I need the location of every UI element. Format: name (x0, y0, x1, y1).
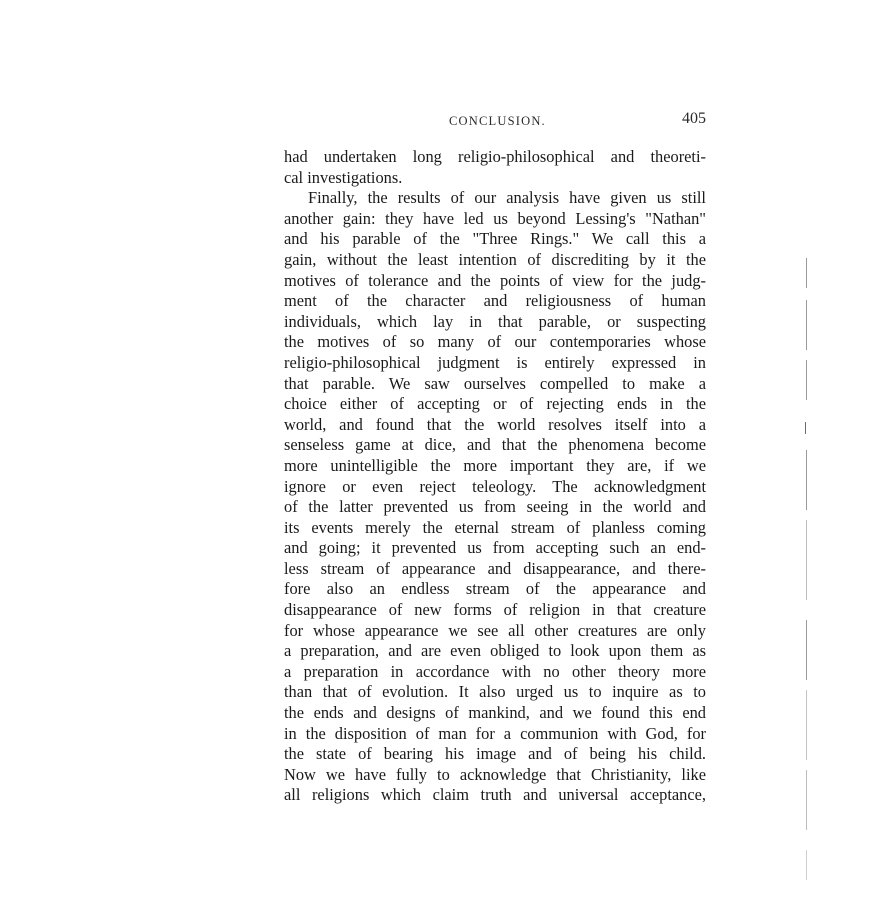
text-line: a preparation in accordance with no other theory more (284, 661, 706, 681)
text-line: a preparation, and are even obliged to look upon them as (284, 641, 706, 661)
text-line: than that of evolution. It also urged us to inquire as to (284, 682, 706, 702)
text-line: another gain: they have led us beyond Lessing's "Nathan" (284, 208, 706, 228)
page-number: 405 (682, 110, 706, 127)
text-line: in the disposition of man for a communion with God, for (284, 723, 706, 743)
text-line: disappearance of new forms of religion in that creature (284, 600, 706, 620)
scan-mark (806, 620, 807, 680)
text-line: ignore or even reject teleology. The acknowledgment (284, 476, 706, 496)
text-line: the state of bearing his image and of being his child. (284, 744, 706, 764)
text-line: cal investigations. (284, 167, 403, 187)
body-text (284, 147, 706, 806)
text-line: senseless game at dice, and that the phenomena become (284, 435, 706, 455)
text-line: choice either of accepting or of rejecting ends in the (284, 394, 706, 414)
running-head (284, 110, 706, 132)
text-line: less stream of appearance and disappearance, and there- (284, 558, 706, 578)
running-title: CONCLUSION. (449, 114, 546, 128)
scan-mark (806, 770, 807, 830)
text-line: world, and found that the world resolves itself into a (284, 414, 706, 434)
scan-mark (806, 258, 807, 288)
scan-mark (806, 300, 807, 350)
text-line: more unintelligible the more important they are, if we (284, 455, 706, 475)
scan-mark (805, 422, 806, 434)
text-line: the ends and designs of mankind, and we found this end (284, 703, 706, 723)
text-line: individuals, which lay in that parable, or suspecting (284, 311, 706, 331)
scan-mark (806, 360, 807, 400)
scan-mark (806, 690, 807, 760)
text-line: that parable. We saw ourselves compelled to make a (284, 373, 706, 393)
text-line: fore also an endless stream of the appearance and (284, 579, 706, 599)
text-line: Now we have fully to acknowledge that Christianity, like (284, 764, 706, 784)
text-line: had undertaken long religio-philosophical and theoreti- (284, 147, 706, 166)
text-line: religio-philosophical judgment is entirely expressed in (284, 352, 706, 372)
text-line: of the latter prevented us from seeing in the world and (284, 497, 706, 517)
text-line: and going; it prevented us from accepting such an end- (284, 538, 706, 558)
text-line: Finally, the results of our analysis have given us still (308, 188, 706, 208)
text-line: the motives of so many of our contemporaries whose (284, 332, 706, 352)
scan-mark (806, 450, 807, 510)
text-line: all religions which claim truth and universal acceptance, (284, 785, 706, 805)
text-line: ment of the character and religiousness of human (284, 291, 706, 311)
text-line: gain, without the least intention of discrediting by it the (284, 249, 706, 269)
scan-mark (806, 850, 807, 880)
scan-margin-marks (800, 190, 820, 900)
text-line: for whose appearance we see all other creatures are only (284, 620, 706, 640)
text-line: and his parable of the "Three Rings." We call this a (284, 229, 706, 249)
text-line: its events merely the eternal stream of planless coming (284, 517, 706, 537)
scan-mark (806, 520, 807, 600)
text-line: motives of tolerance and the points of view for the judg- (284, 270, 706, 290)
